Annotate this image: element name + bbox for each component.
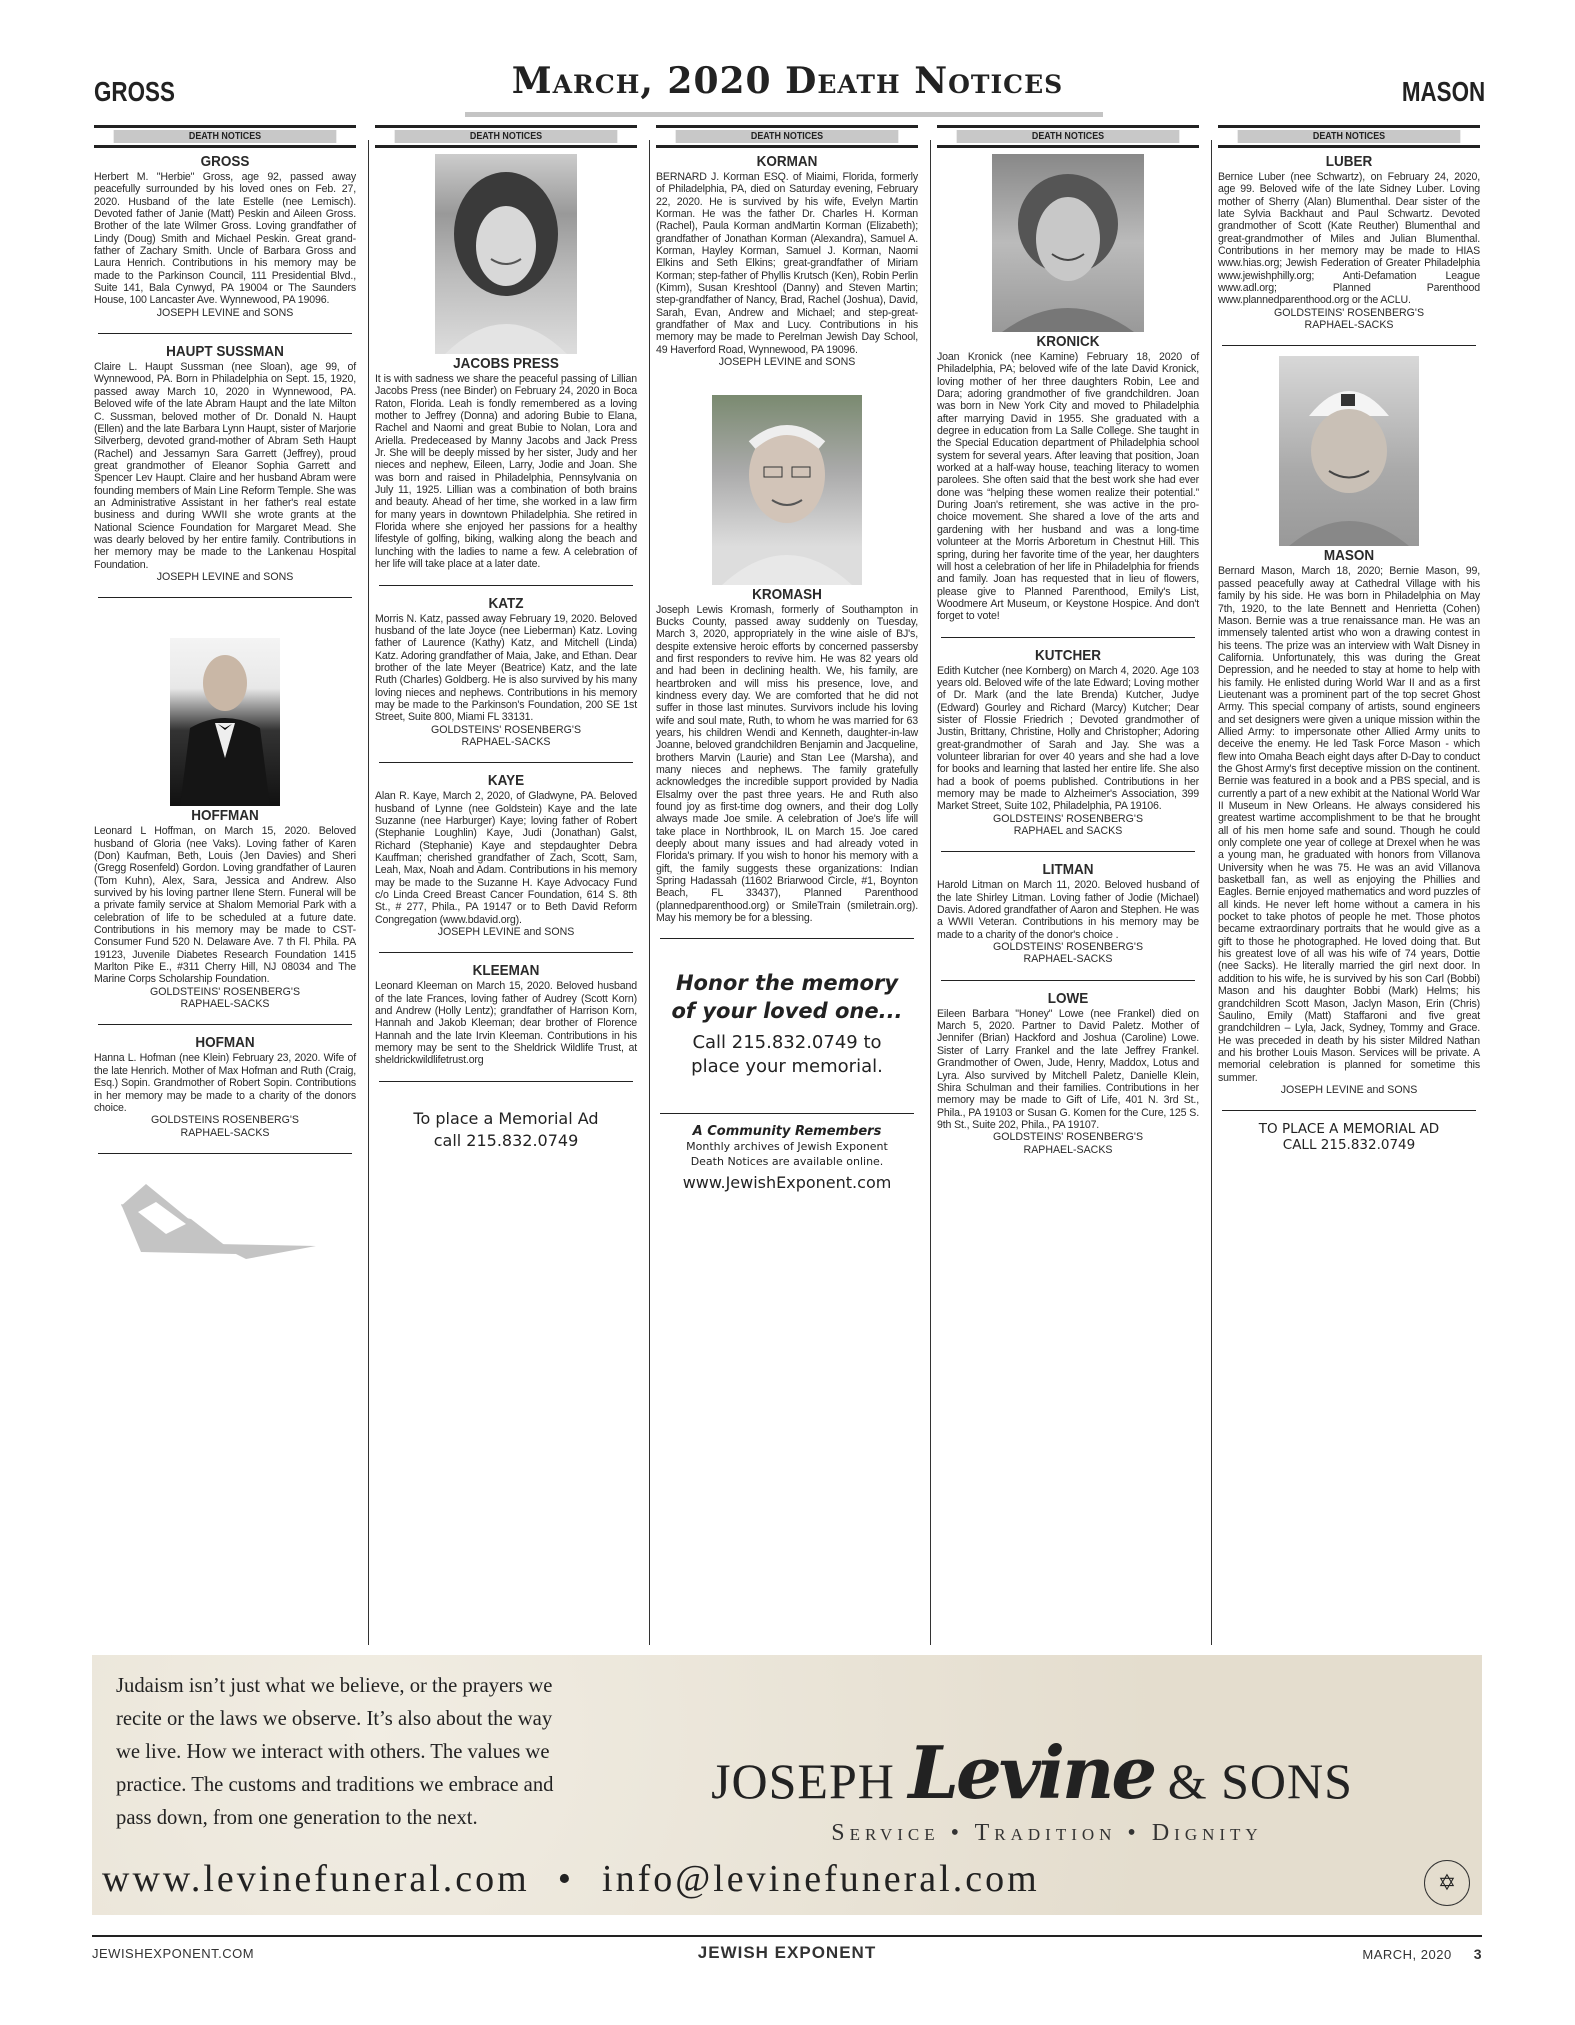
notice-jacobs-press: [375, 356, 637, 571]
notice-kutcher: [937, 648, 1199, 838]
notice-name: KORMAN: [756, 153, 818, 170]
divider: [379, 952, 633, 953]
divider: [660, 938, 914, 939]
memorial-ad-promo-caps[interactable]: TO PLACE A MEMORIAL AD CALL 215.832.0749: [1258, 1121, 1440, 1154]
notice-kromash: [656, 587, 918, 925]
banner-links: [102, 1857, 1442, 1901]
notice-body: Leonard Kleeman on March 15, 2020. Beloved husband of the late Frances, loving father of Audrey (Scott Korn) and Andrew (Holly Lentz); grandfather of Harrison Korn, Hannah and Jakob Kleeman; dear brother of Florence Hannah and the late Irvin Kleeman. Contributions in his memory may be sent to the Sheldrick Wildlife Trust, at sheldrickwildlifetrust.org: [375, 980, 637, 1067]
notice-body: Hanna L. Hofman (nee Klein) February 23, 2020. Wife of the late Henrich. Mother of Max Hofman and Ruth (Craig, Esq.) Sopin. Grandmother of Robert Sopin. Contributions in her memory may be made to a charity of the donors choice.: [94, 1052, 356, 1114]
portrait-photo-hoffman: [170, 638, 280, 806]
divider: [98, 333, 352, 334]
column-header: DEATH NOTICES: [937, 125, 1199, 148]
page-title: March, 2020 Death Notices: [511, 60, 1064, 102]
notice-body: Bernice Luber (nee Schwartz), on February 24, 2020, age 99. Beloved wife of the late Sidney Luber. Loving mother of Sherry (Alan) Blumenthal. Dear sister of the late Sylvia Backhaut and Paul Schwartz. Devoted grandmother of Scott (Kate Reuther) Blumenthal and great-grandmother of Miles and Julian Blumenthal. Contributions in her memory may be made to HIAS www.hias.org; Jewish Federation of Greater Philadelphia www.jewishphilly.org; Anti-Defamation League www.adl.org; Planned Parenthood www.plannedparenthood.org or the ACLU.: [1218, 171, 1480, 307]
column-1: [94, 125, 356, 1269]
notice-katz: [375, 596, 637, 749]
website-link[interactable]: www.levinefuneral.com: [102, 1858, 530, 1900]
portrait-photo-mason: [1279, 356, 1419, 546]
man-cap-icon: [1279, 356, 1419, 546]
banner-quote: Judaism isn’t just what we believe, or the prayers we recite or the laws we observe. It’s also about the way we live. How we interact with others. The values we practice. The customs and traditions we embrace and pass down, from one generation to the next.: [116, 1673, 554, 1829]
divider: [941, 637, 1195, 638]
notice-body: Joan Kronick (nee Kamine) February 18, 2020 of Philadelphia, PA; beloved wife of the late David Kronick, loving mother of her three daughters Robin, Lee and Dara; adoring grandmother of five grandchildren. Joan was born in New York City and moved to Philadelphia after marrying David in 1955. She graduated with a degree in education from La Salle College. She taught in the Special Education department of Philadelphia school system for several years. After leaving that position, Joan worked at a half-way house, teaching literacy to women parolees. She often said that the best work she had ever done was “helping these women realize their potential.” During Joan's retirement, she was active in the pro-choice movement. She shared a love of the arts and gardening with her husband and was a long-time volunteer at the Morris Arboretum in Chestnut Hill. This spring, during her favorite time of the year, her daughters will host a celebration of her life in Philadelphia for friends and family. Joan has requested that in lieu of flowers, please give to Planned Parenthood, Emily's List, Woodmere Art Museum, or Keystone Hospice. And don't forget to vote!: [937, 351, 1199, 623]
honor-memory-ad[interactable]: Honor the memory of your loved one... Call 215.832.0749 to place your memorial.: [671, 971, 903, 1078]
notice-body: Eileen Barbara "Honey" Lowe (nee Frankel) died on March 5, 2020. Partner to David Paletz. Mother of Jennifer (Brian) Hackford and Joshua (Caroline) Lowe. Sister of Larry Frankel and the late Jeffrey Frankel. Grandmother of Owen, Jude, Henry, Maddox, Lotus and Lyra. Also survived by Mitchell Paletz, Danielle Klein, Shira Schulman and their families. Contributions in her memory may be made to Gift of Life, 401 N. 3rd St., Phila., PA 19103 or Susan G. Komen for the Cure, 125 S. 9th St., Suite 202, Phila., PA 19107.: [937, 1007, 1199, 1131]
portrait-photo-jacobs-press: [435, 154, 577, 354]
funeral-home: GOLDSTEINS' ROSENBERG'S RAPHAEL-SACKS: [992, 1131, 1144, 1156]
notice-body: Leonard L Hoffman, on March 15, 2020. Beloved husband of Gloria (nee Vaks). Loving father of Karen (Don) Kaufman, Beth, Louis (Jen Davies) and Sheri (Gregg Rosenfeld) Gordon. Loving grandfather of Lauren (Tom Kuhn), Alex, Sara, Jessica and Andrew. Also survived by his loving partner Ilene Stern. Funeral will be a private family service at Shalom Memorial Park with a celebration of life to be scheduled at a future date. Contributions in his memory may be made to CST-Consumer Fund 520 N. Delaware Ave. 7 th Fl. Phila. PA 19123, Juvenile Diabetes Research Foundation 1415 Marlton Pike E., #311 Cherry Hill, NJ 08034 and The Marine Corps Scholarship Foundation.: [94, 825, 356, 986]
title-underline: [465, 112, 1103, 117]
notice-gross: [94, 154, 356, 319]
funeral-directors-seal-icon: ✡: [1424, 1860, 1470, 1906]
notice-hoffman: [94, 808, 356, 1010]
divider: [660, 1113, 914, 1114]
notice-hofman: [94, 1035, 356, 1138]
notice-kaye: [375, 773, 637, 938]
notice-body: Alan R. Kaye, March 2, 2020, of Gladwyne, PA. Beloved husband of Lynne (nee Goldstein) Kaye and the late Suzanne (nee Harburger) Kaye; loving father of Robert (Stephanie Loughlin) Kaye, Judi (Jonathan) Galst, Richard (Stephanie) Kaye and stepdaughter Debra Kauffman; cherished grandfather of Zach, Scott, Sam, Leah, Max, Noah and Adam. Contributions in his memory may be made to the Suzanne H. Kaye Advocacy Fund c/o Linda Creed Breast Cancer Foundation, 614 S. 8th St., # 277, Phila., PA 19147 or to Beth David Reform Congregation (www.bdavid.org).: [375, 790, 637, 926]
jewish-exponent-link[interactable]: www.JewishExponent.com: [682, 1173, 892, 1193]
divider: [98, 1024, 352, 1025]
notice-name: KRONICK: [1036, 333, 1100, 350]
man-glasses-icon: [712, 395, 862, 585]
funeral-home: JOSEPH LEVINE and SONS: [437, 926, 575, 939]
divider: [379, 585, 633, 586]
notice-body: Joseph Lewis Kromash, formerly of Southampton in Bucks County, passed away suddenly on Tuesday, March 3, 2020, appropriately in the wine aisle of BJ's, despite extensive heroic efforts by concerned passersby and first responders to revive him. He was 82 years old and had been in declining health. We, his family, are heartbroken and will miss his presence, love, and kindness every day. We are comforted that he did not suffer in those last minutes. Survivors include his loving wife and soul mate, Ruth, to whom he was married for 63 years, his children Wendi and Kenneth, daughter-in-law Joanne, beloved grandchildren Benjamin and Jacqueline, brothers Marvin (Laurie) and Stan Lee (Marsha), and many nieces and nephews. The family gratefully acknowledges the incredible support provided by Nadia Elsalmy over the past three years. He and Ruth also found joy as first-time dog owners, and their dog Lolly always made Joe smile. A celebration of Joe's life will take place in Northbrook, IL on March 15. Joe cared deeply about many issues and had already voted in Florida's primary. If you wish to honor his memory with a gift, the family suggests these organizations: Indian Spring Hadassah (11602 Briarwood Circle, #1, Boynton Beach, FL 33437), Planned Parenthood (plannedparenthood.org) or SmileTrain (smiletrain.org). May his memory be for a blessing.: [656, 603, 918, 925]
funeral-home: GOLDSTEINS' ROSENBERG'S RAPHAEL-SACKS: [430, 723, 582, 748]
notice-kronick: [937, 334, 1199, 623]
notice-luber: [1218, 154, 1480, 331]
column-header: DEATH NOTICES: [1218, 125, 1480, 148]
email-link[interactable]: info@levinefuneral.com: [602, 1858, 1040, 1900]
notice-name: KATZ: [488, 594, 524, 612]
column-header: DEATH NOTICES: [375, 125, 637, 148]
notice-litman: [937, 862, 1199, 965]
page-number: 3: [1473, 1946, 1482, 1962]
funeral-home: GOLDSTEINS ROSENBERG'S RAPHAEL-SACKS: [150, 1114, 299, 1139]
notice-name: GROSS: [200, 153, 250, 170]
footer-site[interactable]: JEWISHEXPONENT.COM: [92, 1946, 255, 1961]
funeral-home: JOSEPH LEVINE and SONS: [718, 356, 856, 369]
notice-body: Herbert M. "Herbie" Gross, age 92, passed away peacefully surrounded by his loved ones on Feb. 27, 2020. Husband of the late Estelle (nee Lemisch). Devoted father of Janie (Matt) Peskin and Aileen Gross. Brother of the late Wilmer Gross. Loving grandfather of Lindy (Doug) Smith and Michael Peskin. Great grand-father of Zachary Smith. Uncle of Barbara Gross and Laura Henrich. Contributions in his memory may be made to the Parkinson Council, 111 Presidential Blvd., Suite 141, Bala Cynwyd, PA 19004 or The Saunders House, 100 Lancaster Ave. Wynnewood, PA 19096.: [94, 171, 356, 307]
column-5: [1218, 125, 1480, 1153]
star-of-david-icon: [116, 1184, 326, 1264]
community-remembers-ad: A Community Remembers Monthly archives of Jewish Exponent Death Notices are available online. www.JewishExponent.com: [656, 1124, 918, 1192]
notice-name: HOFMAN: [195, 1034, 255, 1052]
brand-logo: JOSEPH Levine & SONS: [711, 1730, 1353, 1815]
notice-name: KUTCHER: [1034, 646, 1102, 664]
funeral-home: JOSEPH LEVINE and SONS: [1280, 1083, 1418, 1096]
corner-name-right: MASON: [1401, 76, 1485, 107]
portrait-photo-kromash: [712, 395, 862, 585]
notice-body: Edith Kutcher (nee Kornberg) on March 4, 2020. Age 103 years old. Beloved wife of the late Edward; Loving mother of Dr. Mark (and the late Brenda) Kutcher, Judye (Edward) Gourley and Richard (Marcy) Kutcher; Dear sister of Flossie Friedrich ; Devoted grandmother of Justin, Brittany, Christine, Holly and Christopher; Adoring great-grandmother of Sarah and Jay. She was a volunteer librarian for over 40 years and she had a love for books and learning that lasted her entire life. She also had a book of poems published. Contributions in her memory may be made to Alzheimer's Association, 399 Market Street, Suite 102, Philadelphia, PA 19106.: [937, 664, 1199, 813]
notice-name: KROMASH: [752, 585, 822, 603]
divider: [379, 1081, 633, 1082]
notice-body: It is with sadness we share the peaceful passing of Lillian Jacobs Press (nee Binder) on February 24, 2020 in Boca Raton, Florida. Leah is fondly remembered as a loving mother to Jeffrey (Donna) and adoring Bubie to Elana, Rachel and Naomi and great Bubie to Nolan, Lora and Ariella. Predeceased by Manny Jacobs and Jack Press Jr. She will be deeply missed by her sister, Judy and her nieces and nephew, Eileen, Larry, Jodie and Joan. She was born and raised in Philadelphia, Pennsylvania on July 11, 1925. Lillian was a combination of both brains and beauty. Ahead of her time, she worked in a law firm for many years in downtown Philadelphia. She retired in Florida where she enjoyed her passions for a healthy lifestyle of golfing, biking, walking along the beach and lunching with the ladies to name a few. A celebration of her life will take place at a later date.: [375, 373, 637, 571]
divider: [941, 980, 1195, 981]
column-divider: [368, 140, 369, 1645]
memorial-ad-promo[interactable]: To place a Memorial Ad call 215.832.0749: [413, 1108, 599, 1150]
divider: [941, 851, 1195, 852]
column-2: [375, 125, 637, 1152]
column-header: DEATH NOTICES: [656, 125, 918, 148]
notice-name: LUBER: [1325, 153, 1373, 170]
notice-kleeman: [375, 963, 637, 1066]
funeral-home: JOSEPH LEVINE and SONS: [156, 570, 294, 583]
notice-lowe: [937, 991, 1199, 1156]
notice-name: KLEEMAN: [472, 962, 540, 980]
funeral-home: GOLDSTEINS' ROSENBERG'S RAPHAEL-SACKS: [1273, 306, 1425, 332]
notice-name: HOFFMAN: [191, 807, 259, 825]
notice-name: LOWE: [1047, 989, 1089, 1007]
notice-korman: [656, 154, 918, 369]
funeral-home: GOLDSTEINS' ROSENBERG'S RAPHAEL and SACKS: [992, 812, 1144, 838]
column-divider: [1211, 140, 1212, 1645]
levine-funeral-banner-ad[interactable]: [92, 1655, 1482, 1915]
portrait-photo-kronick: [992, 154, 1144, 332]
notice-name: MASON: [1323, 547, 1375, 565]
woman-smiling-icon: [992, 154, 1144, 332]
funeral-home: GOLDSTEINS' ROSENBERG'S RAPHAEL-SACKS: [992, 941, 1144, 966]
notice-haupt-sussman: [94, 344, 356, 583]
column-4: [937, 125, 1199, 1156]
corner-name-left: GROSS: [94, 76, 175, 107]
divider: [1222, 1110, 1476, 1111]
column-header: DEATH NOTICES: [94, 125, 356, 148]
notice-body: BERNARD J. Korman ESQ. of Miaimi, Florida, formerly of Philadelphia, PA, died on Saturday evening, February 22, 2020. He is survived by his wife, Evelyn Martin Korman. He was the father Dr. Charles H. Korman (Rachel), Paula Korman andMartin Korman (Elizabeth); grandfather of Jonathan Korman (Alexandra), Samuel A. Korman, Hayley Korman, Samuel J. Korman, Naomi Elkins and Seth Elkins; great-grandfather of Miriam Korman; step-father of Phyllis Krutsch (Ken), Robin Perlin (Kimm), Susan Kreshtool (Danny) and Steven Martin; step-grandfather of Nancy, Brad, Rachel (Joshua), David, Sarah, Evan, Andrew and Michael; and step-great-grandfather of Max and Lucy. Contributions in his memory may be made to Perelman Jewish Day School, 49 Haverford Road, Wynnewood, PA 19096.: [656, 171, 918, 356]
notice-name: KAYE: [487, 772, 525, 790]
notice-mason: [1218, 548, 1480, 1096]
funeral-home: JOSEPH LEVINE and SONS: [156, 306, 294, 319]
man-tuxedo-icon: [170, 638, 280, 806]
footer-publication: JEWISH EXPONENT: [697, 1943, 877, 1962]
brand-tagline: Service • Tradition • Dignity: [831, 1820, 1263, 1846]
column-divider: [930, 140, 931, 1645]
divider: [379, 762, 633, 763]
funeral-home: GOLDSTEINS' ROSENBERG'S RAPHAEL-SACKS: [149, 985, 301, 1011]
woman-portrait-icon: [435, 154, 577, 354]
notice-body: Bernard Mason, March 18, 2020; Bernie Mason, 99, passed peacefully away at Cathedral Village with his family by his side. He was born in Philadelphia on May 7th, 1920, to the late Bennett and Henrietta (Cohen) Mason. Bernie was a true renaissance man. He was an immensely talented artist who won a drawing contest in his teens. The prize was an interview with Walt Disney in California. Unfortunately, this was during the Great Depression, and he needed to stay at home to help with his family. He enlisted during World War II and as a first Lieutenant was a prominent part of the top secret Ghost Army. This special company of artists, sound engineers and set designers were given a unique mission within the Allied Army: to impersonate other Allied Army units to deceive the enemy. He led Task Force Mason - which flew into Omaha Beach eight days after D-Day to conduct the Ghost Army's first deceptive mission on the continent. Bernie was featured in a book and a PBS special, and is currently a part of a new exhibit at the National World War II Museum in New Orleans. He always considered his greatest wartime accomplishment to be that he brought all of his men home safe and sound. Though he could only complete one year of college at Drexel when he was a young man, he graduated with honors from Villanova University when he was 75. He was an avid Villanova basketball fan, as well as enjoying the Phillies and Eagles. Bernie enjoyed mathematics and word puzzles of all kinds. He never left home without a camera in his pocket to take photos of people he met. Those photos became extraordinary portraits that he would give as a gift to those he photographed. He loved doing that. But his greatest love of all was his wife of 74 years, Dottie (nee Sacks). He literally married the girl next door. In addition to his wife, he is survived by his son Carl (Bobbi) Mason and his daughter Bobbi (Mark) Helms; his grandchildren Scott Mason, Jaclyn Mason, Erin (Chris) Saulino, Emily (Matt) Staffaroni and five great grandchildren – Lyla, Jack, Sydney, Tommy and Grace. He was preceded in death by his sister Mildred Nathan and his brother Louis Mason. Services will be private. A memorial celebration is planned for sometime this summer.: [1218, 565, 1481, 1084]
notice-name: HAUPT SUSSMAN: [166, 343, 284, 361]
footer-date-page: MARCH, 2020 3: [1362, 1946, 1482, 1962]
divider: [1222, 345, 1476, 346]
notice-body: Harold Litman on March 11, 2020. Beloved husband of the late Shirley Litman. Loving father of Jodie (Michael) Davis. Adored grandfather of Aaron and Stephen. He was a WWII Veteran. Contributions in his memory may be made to a charity of the donor's choice .: [937, 879, 1199, 941]
footer-divider: [92, 1935, 1482, 1937]
notice-body: Morris N. Katz, passed away February 19, 2020. Beloved husband of the late Joyce (nee Lieberman) Katz. Loving father of Laurence (Kathy) Katz, and Mitchell (Linda) Katz. Adoring grandfather of Maia, Jake, and Ethan. Dear brother of the late Meyer (Beatrice) Katz, and the late Ruth (Charles) Goldberg. He is also survived by his many loving nieces and nephews. Contributions in his memory may be made to the Parkinson's Foundation, 200 SE 1st Street, Suite 800, Miami FL 33131.: [375, 612, 637, 724]
notice-name: LITMAN: [1042, 861, 1094, 879]
notice-body: Claire L. Haupt Sussman (nee Sloan), age 99, of Wynnewood, PA. Born in Philadelphia on Sept. 15, 1920, passed away March 10, 2020 in Wynnewood, PA. Beloved wife of the late Abram Haupt and the late Milton C. Sussman, beloved mother of Dr. Donald N. Haupt (Ellen) and the late Barbara Lynn Haupt, sister of Marjorie Silverberg, devoted grand-mother of Abram Seth Haupt (Rachel) and Jessamyn Sara Garrett (Jeffrey), proud great grandmother of Eleanor Sophia Garrett and Spencer Lev Haupt. Claire and her husband Abram were founding members of Main Line Reform Temple. She was an Administrative Assistant in her father's real estate business and during WWII she wrote grants at the National Science Foundation for Margaret Mead. She was dearly beloved by her entire family. Contributions in her memory may be made to the Lankenau Hospital Foundation.: [94, 361, 356, 571]
bullet-separator: •: [557, 1858, 575, 1900]
divider: [98, 1153, 352, 1154]
column-3: [656, 125, 918, 1192]
column-divider: [649, 140, 650, 1645]
notice-name: JACOBS PRESS: [453, 355, 559, 372]
divider: [98, 597, 352, 598]
